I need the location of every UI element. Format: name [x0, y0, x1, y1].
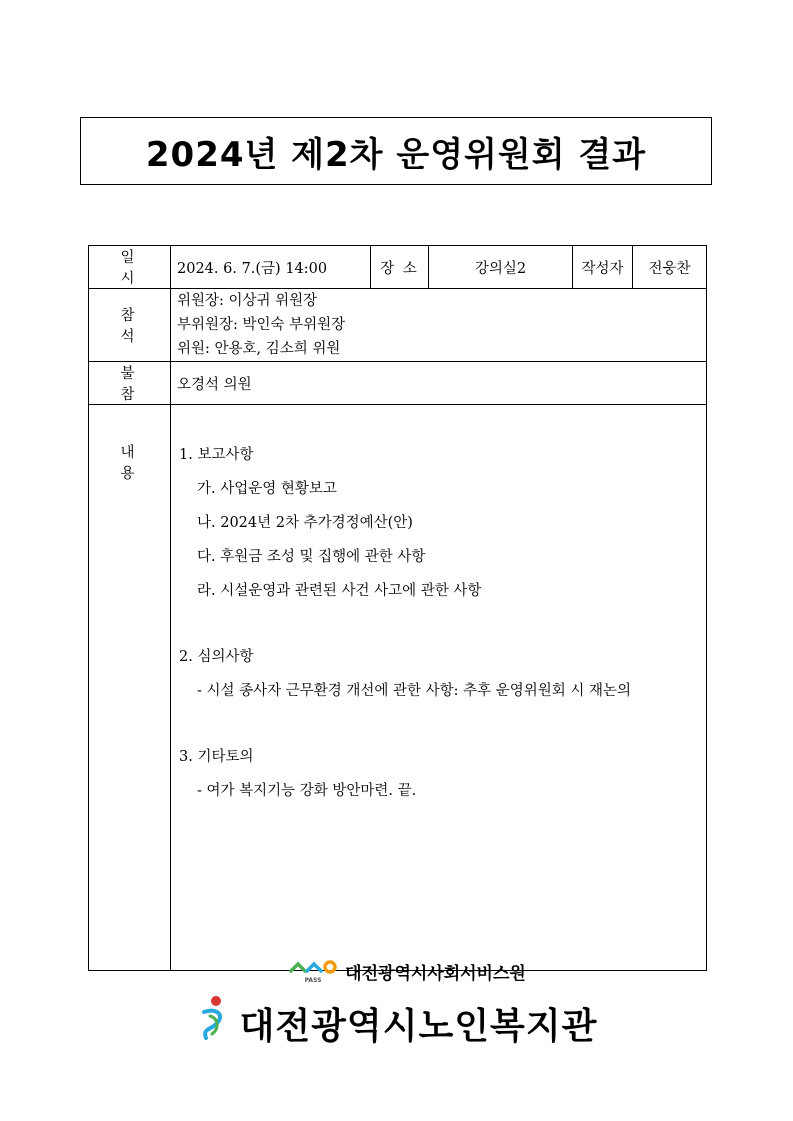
section-report-title: 1. 보고사항 — [179, 447, 254, 463]
absent-value: 오경석 의원 — [171, 362, 707, 405]
place-value: 강의실2 — [429, 246, 573, 289]
absent-label: 불 참 — [89, 362, 171, 405]
content-row — [89, 405, 707, 971]
document-title: 2024년 제2차 운영위원회 결과 — [145, 134, 647, 175]
date-label: 일 시 — [89, 246, 171, 289]
attendees-list — [171, 289, 707, 362]
attendees-row — [89, 289, 707, 362]
date-row — [89, 246, 707, 289]
content-body — [171, 405, 707, 971]
attendee-chair: 위원장: 이상귀 위원장 — [177, 293, 318, 309]
author-value: 전웅찬 — [633, 246, 707, 289]
author-label: 작성자 — [573, 246, 633, 289]
absent-row — [89, 362, 707, 405]
report-item-4: 라. 시설운영과 관련된 사건 사고에 관한 사항 — [197, 583, 482, 599]
attendee-members: 위원: 안용호, 김소희 위원 — [177, 341, 341, 357]
other-item: - 여가 복지기능 강화 방안마련. 끝. — [197, 783, 417, 799]
date-value: 2024. 6. 7.(금) 14:00 — [171, 246, 371, 289]
org1-block — [287, 958, 526, 984]
minutes-table — [88, 245, 707, 971]
footer — [0, 958, 793, 1053]
report-item-3: 다. 후원금 조성 및 집행에 관한 사항 — [197, 549, 426, 565]
org2-name: 대전광역시노인복지관 — [239, 1006, 598, 1047]
deliberation-item: - 시설 종사자 근무환경 개선에 관한 사항: 추후 운영위원회 시 재논의 — [197, 683, 632, 699]
section-other-title: 3. 기타토의 — [179, 749, 254, 765]
content-label: 내 용 — [89, 405, 171, 971]
place-label: 장 소 — [371, 246, 429, 289]
attendees-label: 참 석 — [89, 289, 171, 362]
document-title-box — [80, 117, 712, 185]
org2-block — [0, 994, 793, 1053]
org1-name: 대전광역시사회서비스원 — [345, 963, 526, 984]
attendee-vice-chair: 부위원장: 박인숙 부위원장 — [177, 317, 346, 333]
pass-logo-icon — [287, 958, 339, 984]
section-deliberation-title: 2. 심의사항 — [179, 649, 254, 665]
pass-logo-text: PASS — [304, 977, 322, 984]
report-item-1: 가. 사업운영 현황보고 — [197, 481, 337, 497]
senior-welfare-logo-icon — [196, 994, 230, 1053]
report-item-2: 나. 2024년 2차 추가경정예산(안) — [197, 515, 413, 531]
